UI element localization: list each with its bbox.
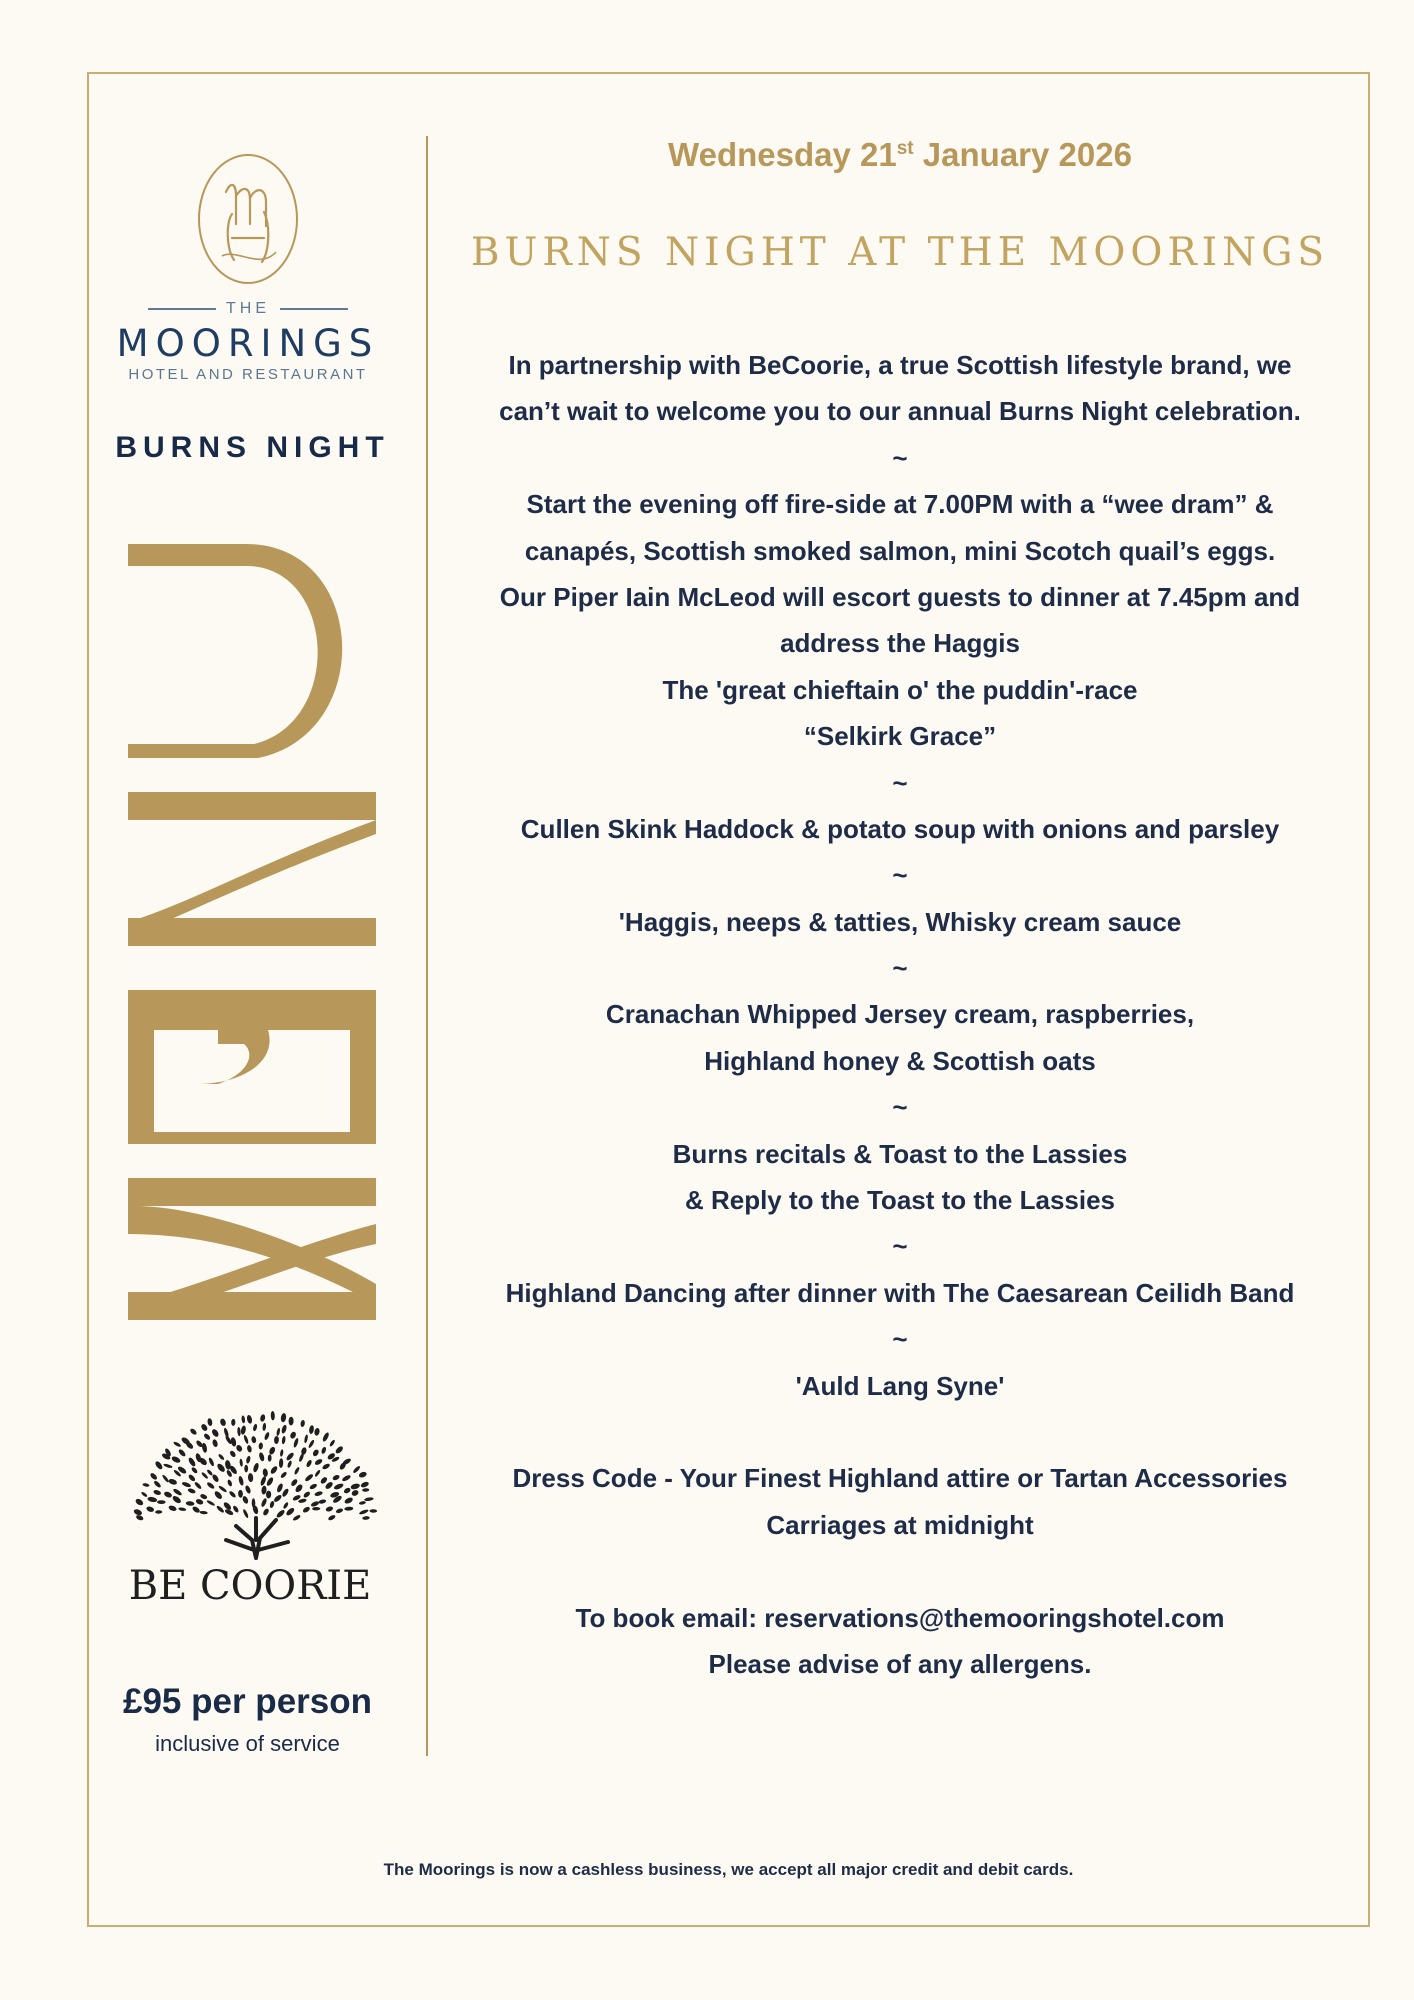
tree-leaf xyxy=(230,1437,237,1447)
tree-leaf xyxy=(280,1413,286,1423)
tree-leaf xyxy=(298,1498,307,1503)
menu-body xyxy=(440,342,1360,1687)
tree-leaf xyxy=(264,1432,271,1441)
tree-leaf xyxy=(195,1498,204,1505)
tree-leaf xyxy=(293,1438,299,1448)
tree-leaf xyxy=(246,1455,252,1463)
tree-leaf xyxy=(186,1501,195,1506)
tree-leaf xyxy=(251,1436,257,1444)
tree-leaf xyxy=(329,1439,336,1447)
separator-tilde: ~ xyxy=(892,767,908,798)
tree-leaf xyxy=(219,1418,226,1427)
tree-leaf xyxy=(227,1479,233,1487)
tree-leaf xyxy=(187,1488,196,1495)
tree-leaf xyxy=(262,1468,268,1477)
tree-leaf xyxy=(212,1439,219,1448)
tree-leaf xyxy=(147,1496,158,1503)
brand-the: THE xyxy=(148,300,348,318)
tree-leaf xyxy=(207,1418,213,1426)
tree-leaf xyxy=(211,1428,220,1438)
tree-leaf xyxy=(308,1439,315,1449)
tree-leaf xyxy=(173,1441,182,1448)
tree-leaf xyxy=(238,1490,243,1498)
tree-leaf xyxy=(262,1508,270,1517)
tree-leaf xyxy=(153,1489,162,1496)
tree-leaf xyxy=(243,1435,249,1445)
tree-leaf xyxy=(153,1480,162,1489)
tree-leaf xyxy=(269,1500,275,1508)
tree-leaf xyxy=(216,1505,225,1514)
tree-leaf xyxy=(290,1478,298,1487)
tree-leaf xyxy=(242,1495,250,1504)
tree-leaf xyxy=(327,1514,336,1521)
tree-leaf xyxy=(344,1506,353,1510)
tree-leaf xyxy=(276,1483,284,1493)
tree-leaf xyxy=(218,1485,228,1493)
menu-line: In partnership with BeCoorie, a true Scottish lifestyle brand, we xyxy=(508,350,1292,380)
tree-leaf xyxy=(246,1445,252,1453)
tree-leaf xyxy=(343,1487,351,1495)
tree-leaf xyxy=(134,1498,144,1507)
tree-leaf xyxy=(163,1491,173,1499)
tree-leaf xyxy=(203,1433,211,1441)
tree-leaf xyxy=(285,1507,295,1517)
event-date xyxy=(470,136,1330,174)
menu-line: Highland Dancing after dinner with The Caesarean Ceilidh Band xyxy=(505,1277,1295,1308)
tree-leaf xyxy=(281,1436,286,1445)
tree-leaf xyxy=(252,1498,256,1508)
be-coorie-tree-logo xyxy=(126,1390,386,1560)
tree-leaf xyxy=(351,1489,360,1497)
menu-line: & Reply to the Toast to the Lassies xyxy=(684,1185,1116,1216)
tree-leaf xyxy=(242,1509,249,1519)
tree-leaf xyxy=(334,1445,344,1455)
tree-leaf xyxy=(211,1473,220,1483)
menu-line: Please advise of any allergens. xyxy=(708,1648,1092,1679)
tree-leaf xyxy=(154,1460,164,1470)
tree-leaf xyxy=(282,1502,289,1510)
tree-leaf xyxy=(318,1499,326,1504)
tree-leaf xyxy=(359,1501,367,1506)
menu-line: “Selkirk Grace” xyxy=(803,721,997,752)
tree-leaf xyxy=(163,1463,173,1469)
tree-leaf xyxy=(321,1463,330,1471)
tree-leaf xyxy=(218,1453,225,1461)
tree-leaf xyxy=(268,1454,272,1461)
tree-leaf xyxy=(275,1509,285,1519)
tree-leaf xyxy=(208,1457,215,1467)
tree-leaf xyxy=(213,1490,223,1500)
tree-leaf xyxy=(191,1505,200,1513)
separator-tilde: ~ xyxy=(892,1231,908,1262)
date-month-year: January 2026 xyxy=(913,136,1132,173)
menu-line: Cranachan Whipped Jersey cream, raspberries, xyxy=(605,999,1195,1030)
tree-leaf xyxy=(310,1500,320,1507)
tree-leaf xyxy=(161,1474,169,1483)
tree-leaf xyxy=(314,1458,323,1466)
separator-tilde: ~ xyxy=(892,442,908,473)
tree-leaf xyxy=(281,1424,288,1434)
tree-leaf xyxy=(178,1507,186,1512)
tree-leaf xyxy=(206,1469,213,1476)
tree-leaf xyxy=(189,1428,197,1436)
date-day: Wednesday 21 xyxy=(668,136,897,173)
tree-leaf xyxy=(358,1471,367,1479)
tree-leaf xyxy=(181,1481,191,1488)
tree-leaf xyxy=(201,1442,207,1453)
tree-leaf xyxy=(266,1476,275,1486)
brand-tagline: HOTEL AND RESTAURANT xyxy=(128,366,368,383)
tree-leaf xyxy=(188,1474,197,1483)
tree-leaf xyxy=(252,1462,259,1473)
section-label: BURNS NIGHT xyxy=(115,431,390,464)
menu-line: To book email: reservations@themooringshotel.com xyxy=(575,1602,1225,1633)
separator-tilde: ~ xyxy=(892,1092,908,1123)
tree-leaf xyxy=(312,1507,320,1511)
tree-leaf xyxy=(261,1485,267,1494)
tree-leaf xyxy=(360,1481,370,1489)
separator-tilde: ~ xyxy=(892,1324,908,1355)
tree-leaf xyxy=(199,1511,207,1515)
tree-leaf xyxy=(168,1478,178,1486)
menu-line: Start the evening off fire-side at 7.00PM with a “wee dram” & xyxy=(526,489,1274,520)
tree-leaf xyxy=(312,1449,320,1458)
tree-leaf xyxy=(194,1481,203,1490)
menu-line: can’t wait to welcome you to our annual Burns Night celebration. xyxy=(499,396,1301,427)
tree-leaf xyxy=(231,1419,235,1426)
brand-name: MOORINGS xyxy=(116,322,380,365)
blank-line xyxy=(440,1409,1360,1455)
tree-leaf xyxy=(133,1508,143,1516)
tree-leaf xyxy=(157,1500,166,1504)
tree-leaf xyxy=(359,1509,369,1516)
partner-name: BE COORIE xyxy=(128,1563,372,1609)
tree-leaf xyxy=(369,1509,377,1513)
tree-leaf xyxy=(200,1423,209,1432)
tree-leaf xyxy=(260,1414,266,1422)
menu-line: Highland honey & Scottish oats xyxy=(704,1045,1096,1076)
tree-leaf xyxy=(232,1505,240,1514)
tree-leaf xyxy=(244,1485,251,1494)
tree-leaf xyxy=(269,1465,278,1475)
tree-leaf xyxy=(362,1488,369,1492)
tree-leaf xyxy=(281,1488,290,1498)
tree-leaf xyxy=(191,1466,199,1474)
tree-leaf xyxy=(172,1488,182,1497)
tree-leaf xyxy=(266,1491,271,1499)
tree-leaf xyxy=(314,1427,321,1436)
tree-leaf xyxy=(187,1457,196,1468)
mh-monogram-logo xyxy=(196,152,300,286)
tree-leaf xyxy=(280,1449,284,1457)
tree-leaf xyxy=(235,1444,243,1453)
menu-line: Cullen Skink Haddock & potato soup with onions and parsley xyxy=(520,813,1280,844)
tree-leaf xyxy=(304,1434,309,1443)
price-note: inclusive of service xyxy=(155,1731,340,1756)
tree-leaf xyxy=(223,1427,229,1438)
tree-leaf xyxy=(135,1514,144,1521)
tree-leaf xyxy=(294,1466,301,1475)
tree-leaf xyxy=(228,1490,236,1498)
tree-leaf xyxy=(303,1491,311,1499)
menu-line: Burns recitals & Toast to the Lassies xyxy=(672,1138,1128,1169)
menu-vertical-word xyxy=(128,544,376,1320)
tree-leaf xyxy=(216,1462,226,1473)
tree-leaf xyxy=(201,1471,209,1479)
tree-leaf xyxy=(304,1473,314,1482)
tree-leaf xyxy=(288,1417,293,1426)
event-title: BURNS NIGHT AT THE MOORINGS xyxy=(470,230,1330,275)
tree-leaf xyxy=(258,1452,265,1462)
tree-leaf xyxy=(352,1465,361,1474)
tree-leaf xyxy=(178,1448,187,1457)
tree-leaf xyxy=(206,1481,215,1489)
tree-leaf xyxy=(171,1495,182,1505)
tree-leaf xyxy=(320,1476,329,1485)
tree-leaf xyxy=(292,1514,301,1521)
tree-leaf xyxy=(142,1483,149,1487)
tree-leaf xyxy=(146,1506,155,1513)
tree-leaf xyxy=(280,1471,288,1479)
tree-leaf xyxy=(302,1506,311,1514)
tree-leaf xyxy=(240,1425,246,1435)
tree-leaf xyxy=(341,1474,351,1482)
menu-line: canapés, Scottish smoked salmon, mini Scotch quail’s eggs. xyxy=(524,535,1276,566)
tree-leaf xyxy=(335,1508,343,1514)
tree-leaf xyxy=(252,1423,257,1431)
blank-line xyxy=(440,1548,1360,1594)
tree-leaf xyxy=(289,1431,297,1440)
tree-leaf xyxy=(271,1411,275,1421)
tree-leaf xyxy=(321,1446,327,1454)
menu-line: Our Piper Iain McLeod will escort guests to dinner at 7.45pm and xyxy=(499,581,1301,612)
tree-leaf xyxy=(200,1493,208,1500)
date-suffix: st xyxy=(896,138,914,159)
tree-leaf xyxy=(300,1420,305,1428)
tree-leaf xyxy=(362,1516,370,1520)
tree-leaf xyxy=(324,1481,334,1490)
menu-line: The 'great chieftain o' the puddin'-race xyxy=(662,674,1138,705)
separator-tilde: ~ xyxy=(892,953,908,984)
footer-note: The Moorings is now a cashless business, we accept all major credit and debit cards. xyxy=(383,1860,1074,1879)
tree-leaf xyxy=(260,1498,267,1508)
tree-leaf xyxy=(314,1469,321,1477)
tree-leaf xyxy=(344,1496,354,1504)
price: £95 per person xyxy=(123,1682,372,1721)
tree-leaf xyxy=(239,1459,243,1467)
tree-leaf xyxy=(305,1459,312,1468)
tree-leaf xyxy=(322,1432,330,1443)
tree-leaf xyxy=(314,1491,323,1497)
menu-line: Carriages at midnight xyxy=(766,1509,1034,1540)
menu-line: Dress Code - Your Finest Highland attire or Tartan Accessories xyxy=(512,1463,1288,1494)
menu-line: 'Auld Lang Syne' xyxy=(795,1370,1005,1401)
tree-leaf xyxy=(285,1452,295,1462)
tree-leaf xyxy=(241,1415,245,1423)
tree-leaf xyxy=(309,1483,318,1490)
tree-leaf xyxy=(246,1414,253,1424)
menu-line: 'Haggis, neeps & tatties, Whisky cream sauce xyxy=(618,906,1182,937)
tree-leaf xyxy=(244,1465,248,1473)
menu-line: address the Haggis xyxy=(780,628,1020,659)
tree-leaf xyxy=(294,1483,304,1493)
tree-leaf xyxy=(238,1476,245,1487)
tree-leaf xyxy=(268,1446,276,1455)
tree-leaf xyxy=(332,1474,341,1481)
tree-leaf xyxy=(206,1499,215,1506)
tree-leaf xyxy=(260,1475,268,1486)
tree-leaf xyxy=(287,1460,293,1468)
tree-leaf xyxy=(155,1510,162,1514)
tree-leaf xyxy=(258,1442,263,1449)
tree-leaf xyxy=(309,1425,315,1434)
tree-leaf xyxy=(149,1472,158,1481)
tree-leaf xyxy=(364,1497,374,1502)
tree-leaf xyxy=(300,1447,307,1456)
tree-leaf xyxy=(325,1506,334,1513)
column-divider xyxy=(426,136,428,1756)
tree-leaf xyxy=(237,1427,241,1436)
tree-leaf xyxy=(171,1455,182,1464)
tree-leaf xyxy=(262,1423,266,1431)
tree-leaf xyxy=(168,1505,177,1512)
separator-tilde: ~ xyxy=(892,860,908,891)
tree-leaf xyxy=(141,1491,148,1498)
tree-leaf xyxy=(333,1482,344,1490)
tree-leaf xyxy=(274,1436,279,1444)
tree-leaf xyxy=(248,1473,254,1482)
tree-leaf xyxy=(276,1428,281,1437)
tree-leaf xyxy=(279,1458,284,1468)
tree-leaf xyxy=(273,1494,283,1503)
tree-leaf xyxy=(229,1450,237,1458)
tree-leaf xyxy=(350,1483,360,1491)
